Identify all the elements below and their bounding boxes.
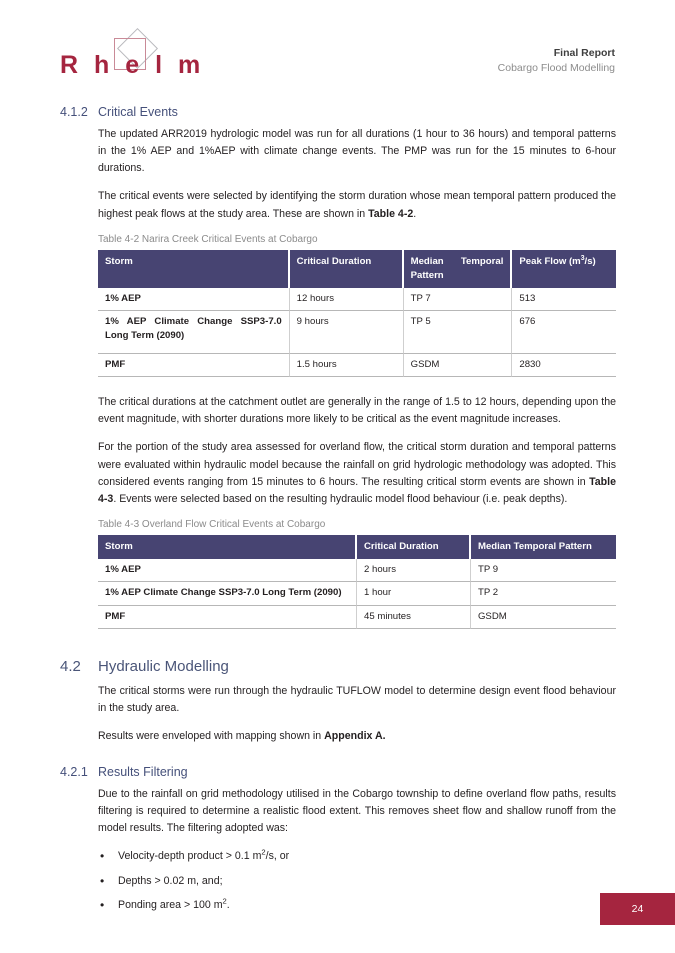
cell-duration: 1.5 hours [290, 354, 404, 377]
paragraph-4-1-2-3: The critical durations at the catchment outlet are generally in the range of 1.5 to 12 hours, depending upon the event magnitude, with shorter durations more likely to be critical as the event magnitude increases. [98, 396, 616, 426]
cell-peakflow: 676 [512, 311, 616, 354]
paragraph-4-1-2-2-text-a: The critical events were selected by identifying the storm duration whose mean temporal pattern produced the highest peak flows at the study area. These are shown in [98, 190, 616, 220]
document-content [60, 105, 616, 921]
table-4-3-col-storm: Storm [98, 535, 357, 559]
heading-4-2-1-number: 4.2.1 [60, 764, 88, 779]
list-item: • Ponding area > 100 $m^2$. [118, 897, 616, 913]
table-4-2-col-peakflow: Peak Flow $(m^3/s)$ [512, 250, 616, 288]
paragraph-4-1-2-1: The updated ARR2019 hydrologic model was run for all durations (1 hour to 36 hours) and temporal patterns in the 1% AEP and 1%AEP with climate change events. The PMP was run for the 15 minutes to 6-hour durations. [98, 128, 616, 175]
paragraph-4-1-2-2-text-b: . [413, 207, 417, 220]
paragraph-4-2-1-1: Due to the rainfall on grid methodology utilised in the Cobargo township to define overland flow paths, results filtering is required to determine a realistic flood extent. This removes sheet flow and shallow runoff from the model results. The filtering adopted was: [98, 787, 616, 834]
appendix-a-reference: Appendix A. [324, 730, 386, 743]
table-row [98, 354, 616, 377]
table-row [98, 311, 616, 354]
cell-storm: PMF [98, 354, 290, 377]
logo-wordmark: R h e l m [60, 51, 205, 79]
cell-duration: 9 hours [290, 311, 404, 354]
cell-duration: 12 hours [290, 288, 404, 311]
paragraph-4-1-2-4 [98, 439, 616, 508]
table-row [98, 288, 616, 311]
paragraph-4-1-2-4-text-b: . Events were selected based on the resulting hydraulic model flood behaviour (i.e. peak depths). [113, 492, 568, 505]
table-4-2-caption: Table 4-2 Narira Creek Critical Events at Cobargo [98, 233, 318, 245]
paragraph-4-2-1: The critical storms were run through the hydraulic TUFLOW model to determine design event flood behaviour in the study area. [98, 685, 616, 715]
cell-storm: 1% AEP [98, 559, 357, 582]
report-subtitle: Cobargo Flood Modelling [497, 62, 615, 75]
heading-4-1-2-title: Critical Events [98, 105, 178, 119]
cell-pattern: TP 7 [404, 288, 513, 311]
table-row [98, 559, 616, 582]
list-item: • Depths > 0.02 m, and; [118, 873, 616, 889]
heading-4-2-1-title: Results Filtering [98, 764, 188, 779]
table-row [98, 606, 616, 629]
table-4-2-body [98, 288, 616, 378]
cell-storm: PMF [98, 606, 357, 629]
table-4-2-col-pattern: Median Temporal Pattern [404, 250, 513, 288]
table-4-3-header [98, 535, 616, 559]
cell-duration: 1 hour [357, 582, 471, 605]
filtering-criteria-list [98, 848, 616, 913]
table-row [98, 582, 616, 605]
cell-peakflow: 513 [512, 288, 616, 311]
page-number-badge: 24 [600, 893, 675, 925]
header-title-block [498, 46, 615, 76]
cell-duration: 45 minutes [357, 606, 471, 629]
cell-pattern: TP 5 [404, 311, 513, 354]
heading-4-2 [60, 658, 616, 675]
cell-storm: 1% AEP Climate Change SSP3-7.0 Long Term (2090) [98, 311, 290, 354]
heading-4-2-1 [60, 765, 616, 779]
cell-pattern: TP 2 [471, 582, 616, 605]
list-item: • Velocity-depth product > 0.1 $m^2/s$, or [118, 848, 616, 864]
table-4-3-body [98, 559, 616, 629]
paragraph-4-2-2-text-a: Results were enveloped with mapping shown in [98, 730, 325, 743]
paragraph-4-1-2-2 [98, 188, 616, 222]
cell-pattern: TP 9 [471, 559, 616, 582]
cell-peakflow: 2830 [512, 354, 616, 377]
table-4-2-col-storm: Storm [98, 250, 290, 288]
table-4-2 [98, 250, 616, 377]
table-4-3-header-row [98, 535, 616, 559]
cell-pattern: GSDM [404, 354, 513, 377]
heading-4-2-title: Hydraulic Modelling [98, 658, 229, 676]
heading-4-1-2 [60, 105, 616, 119]
table-4-2-reference: Table 4-2 [368, 207, 414, 220]
cell-storm: 1% AEP [98, 288, 290, 311]
table-4-2-header [98, 250, 616, 288]
paragraph-4-1-2-4-text-a: For the portion of the study area assessed for overland flow, the critical storm duration and temporal patterns were evaluated within hydraulic model because the rainfall on grid hydrologic methodology was adopted. This considered events ranging from 15 minutes to 6 hours. The resulting critical storm events are shown in [98, 441, 616, 488]
table-4-3-reference: Table 4-3 [98, 475, 616, 505]
table-4-2-col-duration: Critical Duration [290, 250, 404, 288]
cell-pattern: GSDM [471, 606, 616, 629]
table-4-2-header-row [98, 250, 616, 288]
rhelm-logo [60, 32, 230, 88]
page-header [0, 30, 675, 90]
cell-storm: 1% AEP Climate Change SSP3-7.0 Long Term (2090) [98, 582, 357, 605]
cell-duration: 2 hours [357, 559, 471, 582]
table-4-3 [98, 535, 616, 629]
table-4-3-col-pattern: Median Temporal Pattern [471, 535, 616, 559]
heading-4-2-number: 4.2 [60, 658, 81, 676]
heading-4-1-2-number: 4.1.2 [60, 105, 88, 119]
table-4-3-col-duration: Critical Duration [357, 535, 471, 559]
table-4-3-caption: Table 4-3 Overland Flow Critical Events at Cobargo [98, 519, 326, 531]
paragraph-4-2-2 [98, 728, 616, 745]
report-title: Final Report [553, 47, 615, 59]
